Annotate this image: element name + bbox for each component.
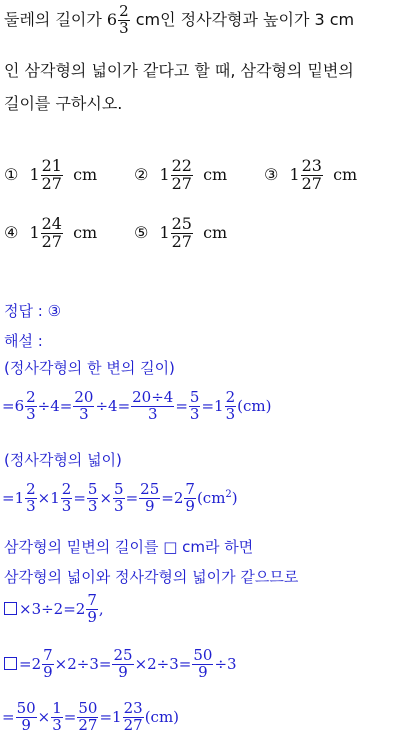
blank-square-icon [4,602,17,615]
blank-square-icon [4,657,17,670]
choice-4[interactable]: ④ 1 $\frac{24}{27}$ cm [4,214,98,251]
question-text: 둘레의 길이가 [4,9,107,29]
solution-step-3: (정사각형의 넓이) [4,451,122,469]
choice-3[interactable]: ③ 1 $\frac{23}{27}$ cm [264,156,358,193]
question-line-2: 인 삼각형의 넓이가 같다고 할 때, 삼각형의 밑변의 [4,61,354,80]
solution-step-2: =6 $\frac{2}{3}$ ÷4= $\frac{20}{3}$ ÷4= $\frac{20\div 4}{3}$ = $\frac{5}{3}$ =1 $\frac{2}{3}$ (cm) [2,388,272,423]
solution-step-7: ×3÷2=2 $\frac{7}{9}$ , [2,593,104,626]
choice-1[interactable]: ① 1 $\frac{21}{27}$ cm [4,156,98,193]
solution-step-1: (정사각형의 한 변의 길이) [4,359,175,377]
solution-step-8: =2 $\frac{7}{9}$ ×2÷3= $\frac{25}{9}$ ×2÷3= $\frac{50}{9}$ ÷3 [2,648,237,681]
solution-step-9: = $\frac{50}{9}$ × $\frac{1}{3}$ = $\frac{50}{27}$ =1 $\frac{23}{27}$ (cm) [2,699,180,734]
solution-step-6: 삼각형의 넓이와 정사각형의 넓이가 같으므로 [4,568,299,586]
solution-step-5: 삼각형의 밑변의 길이를 □ cm라 하면 [4,538,254,556]
mixed-number: 6 $\frac{2}{3}$ [106,2,129,37]
explanation-label: 해설 : [4,332,43,350]
solution-step-4: =1 $\frac{2}{3}$ ×1 $\frac{2}{3}$ = $\frac{5}{3}$ × $\frac{5}{3}$ = $\frac{25}{9}$ =2 $\frac{7}{9}$ $(cm^2)$ [2,480,238,515]
question-line-3: 길이를 구하시오. [4,94,123,113]
question-text: cm인 정사각형과 높이가 3 cm [130,9,355,29]
answer-label: 정답 : ③ [4,302,62,320]
question-line-1 [4,4,354,37]
choice-5[interactable]: ⑤ 1 $\frac{25}{27}$ cm [134,214,228,251]
choice-2[interactable]: ② 1 $\frac{22}{27}$ cm [134,156,228,193]
